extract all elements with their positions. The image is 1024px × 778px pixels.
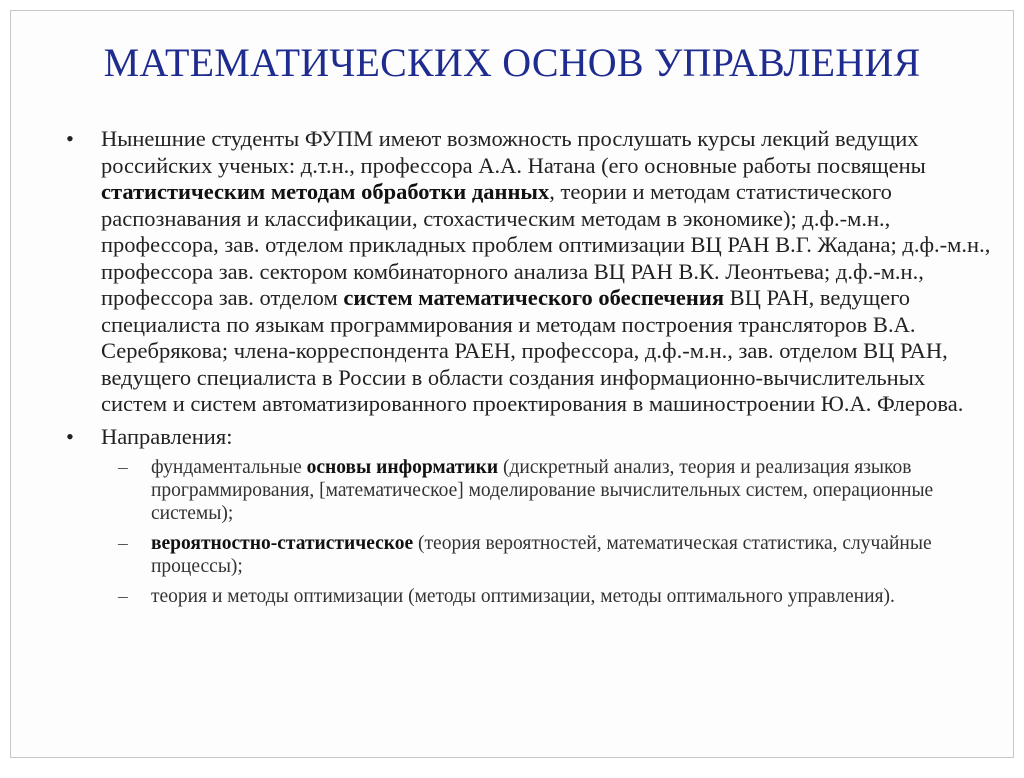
- probability-bold: вероятностно-статистическое: [151, 533, 414, 554]
- direction-optimization: [61, 585, 991, 608]
- slide-title: МАТЕМАТИЧЕСКИХ ОСНОВ УПРАВЛЕНИЯ: [103, 40, 921, 85]
- dash-icon: –: [118, 457, 128, 478]
- students-text-2: , теории и методам статистического распознавания и классификации, стохастическим методам в экономике); д.ф.-м.н., профессора, зав. отделом прикладных проблем оптимизации ВЦ РАН В.Г. Жадана; д.ф.-м.н., профессора зав. сектором комбинаторного анализа ВЦ РАН В.К. Леонтьева; д.ф.-м.н., профессора зав. отделом: [101, 179, 991, 310]
- bullet-icon: •: [66, 423, 74, 449]
- informatics-bold: основы информатики: [306, 457, 499, 478]
- dash-icon: –: [118, 533, 128, 554]
- informatics-text-2: (дискретный анализ, теория и реализация языков программирования, [математическое] моделирование вычислительных систем, операционные системы);: [151, 457, 934, 524]
- bullet-students: [61, 126, 991, 418]
- slide-content: [61, 126, 991, 615]
- probability-text: (теория вероятностей, математическая статистика, случайные процессы);: [151, 533, 932, 577]
- optimization-text: теория и методы оптимизации (методы оптимизации, методы оптимального управления).: [151, 586, 895, 607]
- students-bold-2: систем математического обеспечения: [343, 285, 725, 310]
- direction-probability: [61, 532, 991, 578]
- informatics-text-1: фундаментальные: [151, 457, 307, 478]
- students-text-1: Нынешние студенты ФУПМ имеют возможность прослушать курсы лекций ведущих российских ученых: д.т.н., профессора А.А. Натана (его основные работы посвящены: [101, 126, 926, 178]
- bullet-icon: •: [66, 126, 74, 151]
- slide: [10, 10, 1014, 758]
- students-text-3: ВЦ РАН, ведущего специалиста по языкам программирования и методам построения трансляторов В.А. Серебрякова; члена-корреспондента РАЕН, профессора, д.ф.-м.н., зав. отделом ВЦ РАН, ведущего специалиста в России в области создания информационно-вычислительных систем и систем автоматизированного проектирования в машиностроении Ю.А. Флерова.: [101, 285, 964, 416]
- directions-list: [61, 456, 991, 608]
- students-bold-1: статистическим методам обработки данных: [101, 179, 550, 204]
- direction-informatics: [61, 456, 991, 525]
- dash-icon: –: [118, 586, 128, 607]
- directions-label: Направления:: [101, 423, 233, 449]
- bullet-directions: [61, 424, 991, 451]
